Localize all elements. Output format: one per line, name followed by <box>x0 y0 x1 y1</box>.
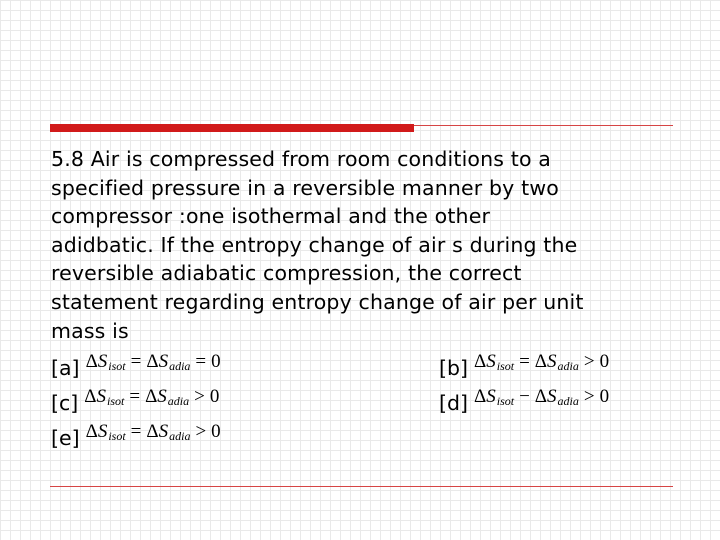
option-b-formula: $\Delta S_{isot} = \Delta S_{adia} > 0$ <box>474 351 610 373</box>
option-c-label: [c] <box>51 391 79 415</box>
option-c-formula: $\Delta S_{isot} = \Delta S_{adia} > 0$ <box>84 386 220 408</box>
option-d-label: [d] <box>439 391 469 415</box>
title-accent-bar <box>50 124 414 132</box>
option-d <box>439 386 610 417</box>
option-e-label: [e] <box>51 426 80 450</box>
option-a-label: [a] <box>51 356 80 380</box>
footer-rule-line <box>50 486 673 487</box>
option-a-formula: $\Delta S_{isot} = \Delta S_{adia} = 0$ <box>85 351 221 373</box>
option-d-formula: $\Delta S_{isot} - \Delta S_{adia} > 0$ <box>474 386 610 408</box>
option-b-label: [b] <box>439 356 469 380</box>
option-e <box>51 421 221 452</box>
question-text: 5.8 Air is compressed from room conditions to a specified pressure in a reversible manner by two compressor :one isothermal and the other adidbatic. If the entropy change of air s during the reversible adiabatic compression, the correct statement regarding entropy change of air per unit mass is <box>51 147 584 343</box>
option-a <box>51 351 221 382</box>
option-c <box>51 386 220 417</box>
option-b <box>439 351 610 382</box>
option-e-formula: $\Delta S_{isot} = \Delta S_{adia} > 0$ <box>85 421 221 443</box>
title-rule-line <box>414 125 673 126</box>
